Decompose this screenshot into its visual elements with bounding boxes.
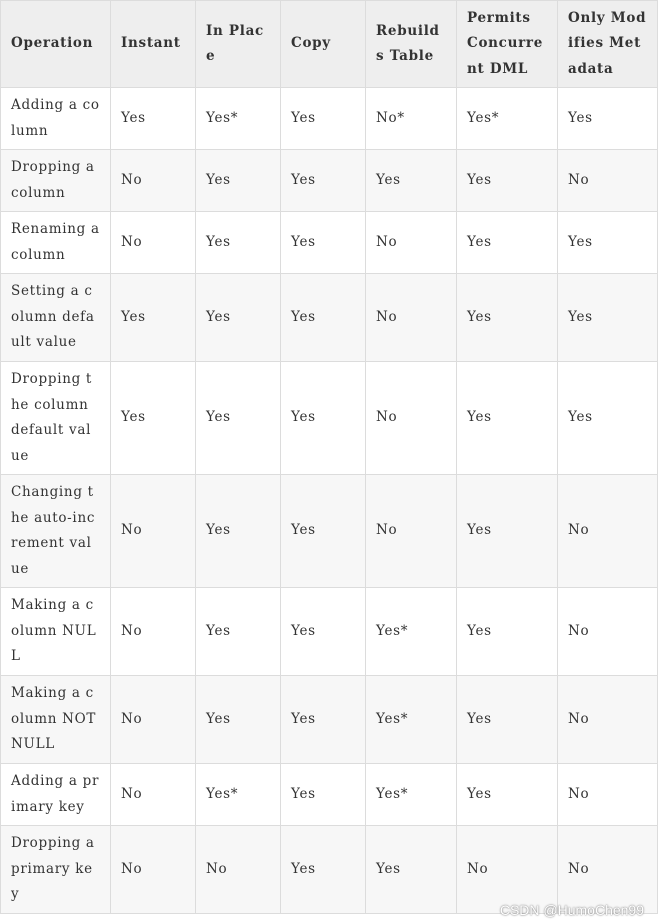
cell-instant: No	[111, 826, 196, 914]
cell-permits-concurrent-dml: Yes	[457, 150, 558, 212]
table-row	[1, 676, 658, 764]
cell-instant: Yes	[111, 274, 196, 362]
cell-permits-concurrent-dml: Yes*	[457, 88, 558, 150]
cell-copy: Yes	[281, 588, 366, 676]
table-header	[1, 1, 658, 88]
cell-permits-concurrent-dml: Yes	[457, 676, 558, 764]
cell-in-place: Yes	[196, 362, 281, 475]
cell-only-modifies-metadata: Yes	[558, 362, 658, 475]
cell-in-place: Yes*	[196, 764, 281, 826]
cell-permits-concurrent-dml: Yes	[457, 362, 558, 475]
cell-only-modifies-metadata: No	[558, 588, 658, 676]
cell-only-modifies-metadata: No	[558, 826, 658, 914]
cell-in-place: Yes	[196, 150, 281, 212]
table-row	[1, 826, 658, 914]
header-operation: Operation	[1, 1, 111, 88]
cell-copy: Yes	[281, 676, 366, 764]
cell-copy: Yes	[281, 362, 366, 475]
cell-rebuilds-table: Yes	[366, 826, 457, 914]
cell-permits-concurrent-dml: Yes	[457, 475, 558, 588]
header-permits-concurrent-dml: Permits Concurrent DML	[457, 1, 558, 88]
cell-operation: Dropping a column	[1, 150, 111, 212]
cell-rebuilds-table: No	[366, 362, 457, 475]
header-row	[1, 1, 658, 88]
cell-permits-concurrent-dml: Yes	[457, 588, 558, 676]
cell-only-modifies-metadata: Yes	[558, 212, 658, 274]
cell-rebuilds-table: Yes*	[366, 764, 457, 826]
table-row	[1, 212, 658, 274]
header-in-place: In Place	[196, 1, 281, 88]
cell-copy: Yes	[281, 212, 366, 274]
table-row	[1, 88, 658, 150]
cell-instant: No	[111, 475, 196, 588]
cell-operation: Dropping a primary key	[1, 826, 111, 914]
cell-operation: Adding a primary key	[1, 764, 111, 826]
cell-only-modifies-metadata: No	[558, 475, 658, 588]
cell-in-place: Yes	[196, 676, 281, 764]
cell-rebuilds-table: Yes*	[366, 676, 457, 764]
cell-operation: Renaming a column	[1, 212, 111, 274]
cell-instant: Yes	[111, 362, 196, 475]
cell-copy: Yes	[281, 475, 366, 588]
cell-permits-concurrent-dml: Yes	[457, 212, 558, 274]
header-copy: Copy	[281, 1, 366, 88]
cell-only-modifies-metadata: No	[558, 764, 658, 826]
cell-rebuilds-table: No	[366, 274, 457, 362]
cell-permits-concurrent-dml: Yes	[457, 274, 558, 362]
header-instant: Instant	[111, 1, 196, 88]
cell-rebuilds-table: No*	[366, 88, 457, 150]
table-row	[1, 274, 658, 362]
cell-in-place: Yes*	[196, 88, 281, 150]
cell-in-place: Yes	[196, 212, 281, 274]
cell-copy: Yes	[281, 764, 366, 826]
cell-operation: Dropping the column default value	[1, 362, 111, 475]
cell-rebuilds-table: Yes*	[366, 588, 457, 676]
cell-copy: Yes	[281, 826, 366, 914]
cell-rebuilds-table: Yes	[366, 150, 457, 212]
cell-operation: Changing the auto-increment value	[1, 475, 111, 588]
cell-instant: No	[111, 150, 196, 212]
cell-instant: No	[111, 588, 196, 676]
cell-only-modifies-metadata: No	[558, 676, 658, 764]
cell-in-place: No	[196, 826, 281, 914]
cell-instant: No	[111, 764, 196, 826]
cell-copy: Yes	[281, 150, 366, 212]
cell-operation: Making a column NULL	[1, 588, 111, 676]
cell-in-place: Yes	[196, 475, 281, 588]
cell-only-modifies-metadata: No	[558, 150, 658, 212]
cell-instant: Yes	[111, 88, 196, 150]
cell-in-place: Yes	[196, 274, 281, 362]
table-body	[1, 88, 658, 914]
table-row	[1, 588, 658, 676]
header-only-modifies-metadata: Only Modifies Metadata	[558, 1, 658, 88]
table-row	[1, 362, 658, 475]
cell-only-modifies-metadata: Yes	[558, 88, 658, 150]
cell-copy: Yes	[281, 274, 366, 362]
cell-permits-concurrent-dml: No	[457, 826, 558, 914]
cell-operation: Making a column NOT NULL	[1, 676, 111, 764]
table-row	[1, 475, 658, 588]
cell-copy: Yes	[281, 88, 366, 150]
cell-operation: Adding a column	[1, 88, 111, 150]
cell-operation: Setting a column default value	[1, 274, 111, 362]
cell-rebuilds-table: No	[366, 212, 457, 274]
cell-instant: No	[111, 676, 196, 764]
table-row	[1, 764, 658, 826]
watermark: CSDN @HumoChen99	[499, 902, 644, 918]
cell-in-place: Yes	[196, 588, 281, 676]
cell-only-modifies-metadata: Yes	[558, 274, 658, 362]
cell-permits-concurrent-dml: Yes	[457, 764, 558, 826]
header-rebuilds-table: Rebuilds Table	[366, 1, 457, 88]
cell-instant: No	[111, 212, 196, 274]
table-row	[1, 150, 658, 212]
cell-rebuilds-table: No	[366, 475, 457, 588]
